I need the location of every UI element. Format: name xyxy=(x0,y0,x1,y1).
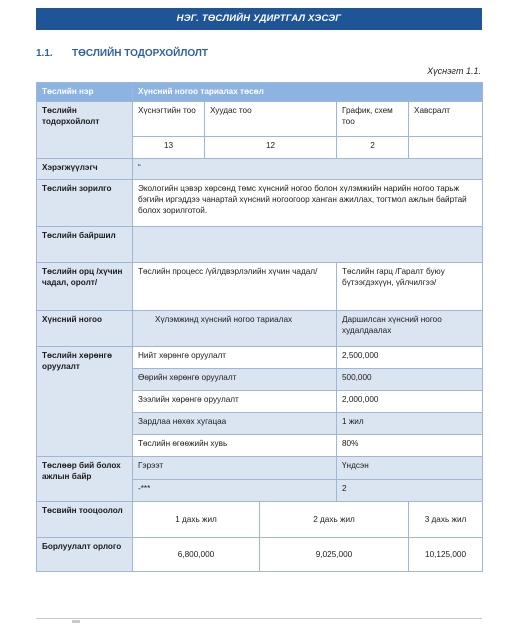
input-label: Төслийн орц /хүчин чадал, оролт/ xyxy=(37,263,133,311)
location-label: Төслийн байршил xyxy=(37,227,133,263)
investment-item-label: Зардлаа нөхөх хугацаа xyxy=(133,413,337,435)
investment-item-value: 1 жил xyxy=(337,413,483,435)
contract-value: -*** xyxy=(133,480,337,502)
section-heading xyxy=(36,48,208,59)
vegetable-output: Даршилсан хүнсний ногоо худалдаалах xyxy=(337,311,483,347)
year-2-header: 2 дахь жил xyxy=(260,502,409,538)
project-description-table xyxy=(36,82,483,572)
investment-label: Төслийн хөрөнгө оруулалт xyxy=(37,347,133,457)
investment-item-value: 80% xyxy=(337,435,483,457)
val-charts: 2 xyxy=(337,137,409,159)
vegetable-label: Хүнсний ногоо xyxy=(37,311,133,347)
sales-year-3: 10,125,000 xyxy=(409,538,483,572)
vegetable-process: Хүлэмжинд хүнсний ногоо тариалах xyxy=(133,311,337,347)
workplace-label: Төслөөр бий болох ажлын байр xyxy=(37,457,133,502)
goal-label: Төслийн зорилго xyxy=(37,180,133,227)
col-tables-header: Хүснэгтийн тоо xyxy=(133,102,205,137)
year-3-header: 3 дахь жил xyxy=(409,502,483,538)
location-value xyxy=(133,227,483,263)
section-banner: НЭГ. ТӨСЛИЙН УДИРТГАЛ ХЭСЭГ xyxy=(36,8,482,30)
goal-value: Экологийн цэвэр хөрсөнд төмс хүнсний ногоо болон хүлэмжийн нарийн ногоо тарьж бэгийн иргэддээ чанартай хүнсний ногоогоор ханган ажиллах, тогтмол ажлын байртай болох зорилготой. xyxy=(133,180,483,227)
implementer-label: Хэрэгжүүлэгч xyxy=(37,159,133,180)
sales-year-1: 6,800,000 xyxy=(133,538,260,572)
project-name-label: Төслийн нэр xyxy=(37,83,133,102)
investment-item-label: Зээлийн хөрөнгө оруулалт xyxy=(133,391,337,413)
investment-item-label: Нийт хөрөнгө оруулалт xyxy=(133,347,337,369)
contract-label: Гэрээт xyxy=(133,457,337,480)
val-pages: 12 xyxy=(205,137,337,159)
permanent-label: Үндсэн xyxy=(337,457,483,480)
val-attachments xyxy=(409,137,483,159)
sales-label: Борлуулалт орлого xyxy=(37,538,133,572)
col-pages-header: Хуудас тоо xyxy=(205,102,337,137)
year-1-header: 1 дахь жил xyxy=(133,502,260,538)
val-tables: 13 xyxy=(133,137,205,159)
project-name-value: Хүнсний ногоо тариалах төсөл xyxy=(133,83,483,102)
description-label: Төслийн тодорхойлолт xyxy=(37,102,133,159)
input-process: Төслийн процесс /үйлдвэрлэлийн хүчин чадал/ xyxy=(133,263,337,311)
investment-item-label: Төслийн өгөөжийн хувь xyxy=(133,435,337,457)
heading-title: ТӨСЛИЙН ТОДОРХОЙЛОЛТ xyxy=(72,48,208,59)
investment-item-value: 2,000,000 xyxy=(337,391,483,413)
col-charts-header: График, схем тоо xyxy=(337,102,409,137)
col-attachments-header: Хавсралт xyxy=(409,102,483,137)
investment-item-value: 500,000 xyxy=(337,369,483,391)
input-output: Төслийн гарц /Гаралт буюу бүтээгдэхүүн, үйлчилгээ/ xyxy=(337,263,483,311)
table-caption: Хүснэгт 1.1. xyxy=(427,66,481,76)
investment-item-label: Өөрийн хөрөнгө оруулалт xyxy=(133,369,337,391)
footer-mark xyxy=(72,620,80,623)
permanent-value: 2 xyxy=(337,480,483,502)
calc-label: Төсвийн тооцоолол xyxy=(37,502,133,538)
sales-year-2: 9,025,000 xyxy=(260,538,409,572)
implementer-value: “ xyxy=(133,159,483,180)
heading-number: 1.1. xyxy=(36,48,53,59)
page-footer-rule xyxy=(36,618,482,619)
investment-item-value: 2,500,000 xyxy=(337,347,483,369)
